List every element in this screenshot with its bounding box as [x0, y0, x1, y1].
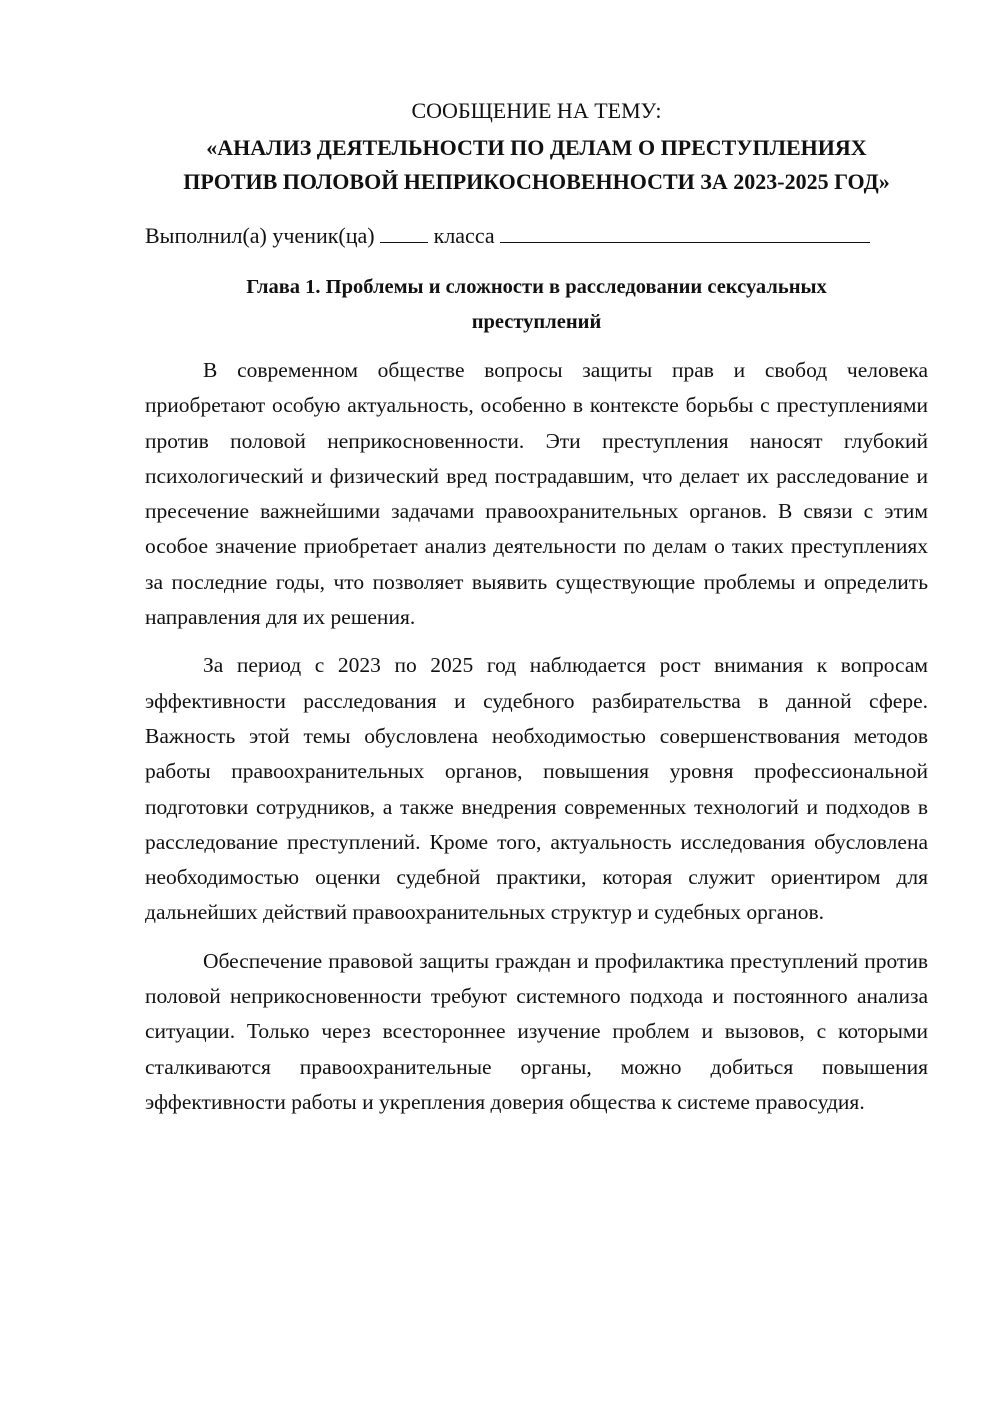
- class-label: класса: [433, 223, 495, 248]
- body-paragraph-2: За период с 2023 по 2025 год наблюдается рост внимания к вопросам эффективности расследования и судебного разбирательства в данной сфере. Важность этой темы обусловлена необходимостью совершенствования методов работы правоохранительных органов, повышения уровня профессиональной подготовки сотрудников, а также внедрения современных технологий и подходов в расследование преступлений. Кроме того, актуальность исследования обусловлена необходимостью оценки судебной практики, которая служит ориентиром для дальнейших действий правоохранительных структур и судебных органов.: [145, 653, 928, 925]
- chapter-heading: [145, 270, 928, 340]
- document-content: [145, 94, 928, 1120]
- student-name-blank: [500, 220, 870, 243]
- body-paragraph-1: В современном обществе вопросы защиты прав и свобод человека приобретают особую актуальность, особенно в контексте борьбы с преступлениями против половой неприкосновенности. Эти преступления наносят глубокий психологический и физический вред пострадавшим, что делает их расследование и пресечение важнейшими задачами правоохранительных органов. В связи с этим особое значение приобретает анализ деятельности по делам о таких преступлениях за последние годы, что позволяет выявить существующие проблемы и определить направления для их решения.: [145, 358, 928, 630]
- document-title-line-1: «АНАЛИЗ ДЕЯТЕЛЬНОСТИ ПО ДЕЛАМ О ПРЕСТУПЛЕНИЯХ: [206, 135, 867, 160]
- body-paragraph-3: Обеспечение правовой защиты граждан и профилактика преступлений против половой неприкосновенности требуют системного подхода и постоянного анализа ситуации. Только через всестороннее изучение проблем и вызовов, с которыми сталкиваются правоохранительные органы, можно добиться повышения эффективности работы и укрепления доверия общества к системе правосудия.: [145, 948, 928, 1114]
- document-title-line-2: ПРОТИВ ПОЛОВОЙ НЕПРИКОСНОВЕННОСТИ ЗА 2023-2025 ГОД»: [183, 169, 890, 194]
- author-label: Выполнил(а) ученик(ца): [145, 223, 375, 248]
- class-number-blank: [380, 220, 428, 243]
- document-title: [145, 131, 928, 199]
- subject-line: СООБЩЕНИЕ НА ТЕМУ:: [411, 98, 662, 123]
- author-line: [145, 219, 928, 252]
- chapter-heading-line-2: преступлений: [471, 311, 602, 333]
- chapter-heading-line-1: Глава 1. Проблемы и сложности в расследовании сексуальных: [246, 276, 827, 298]
